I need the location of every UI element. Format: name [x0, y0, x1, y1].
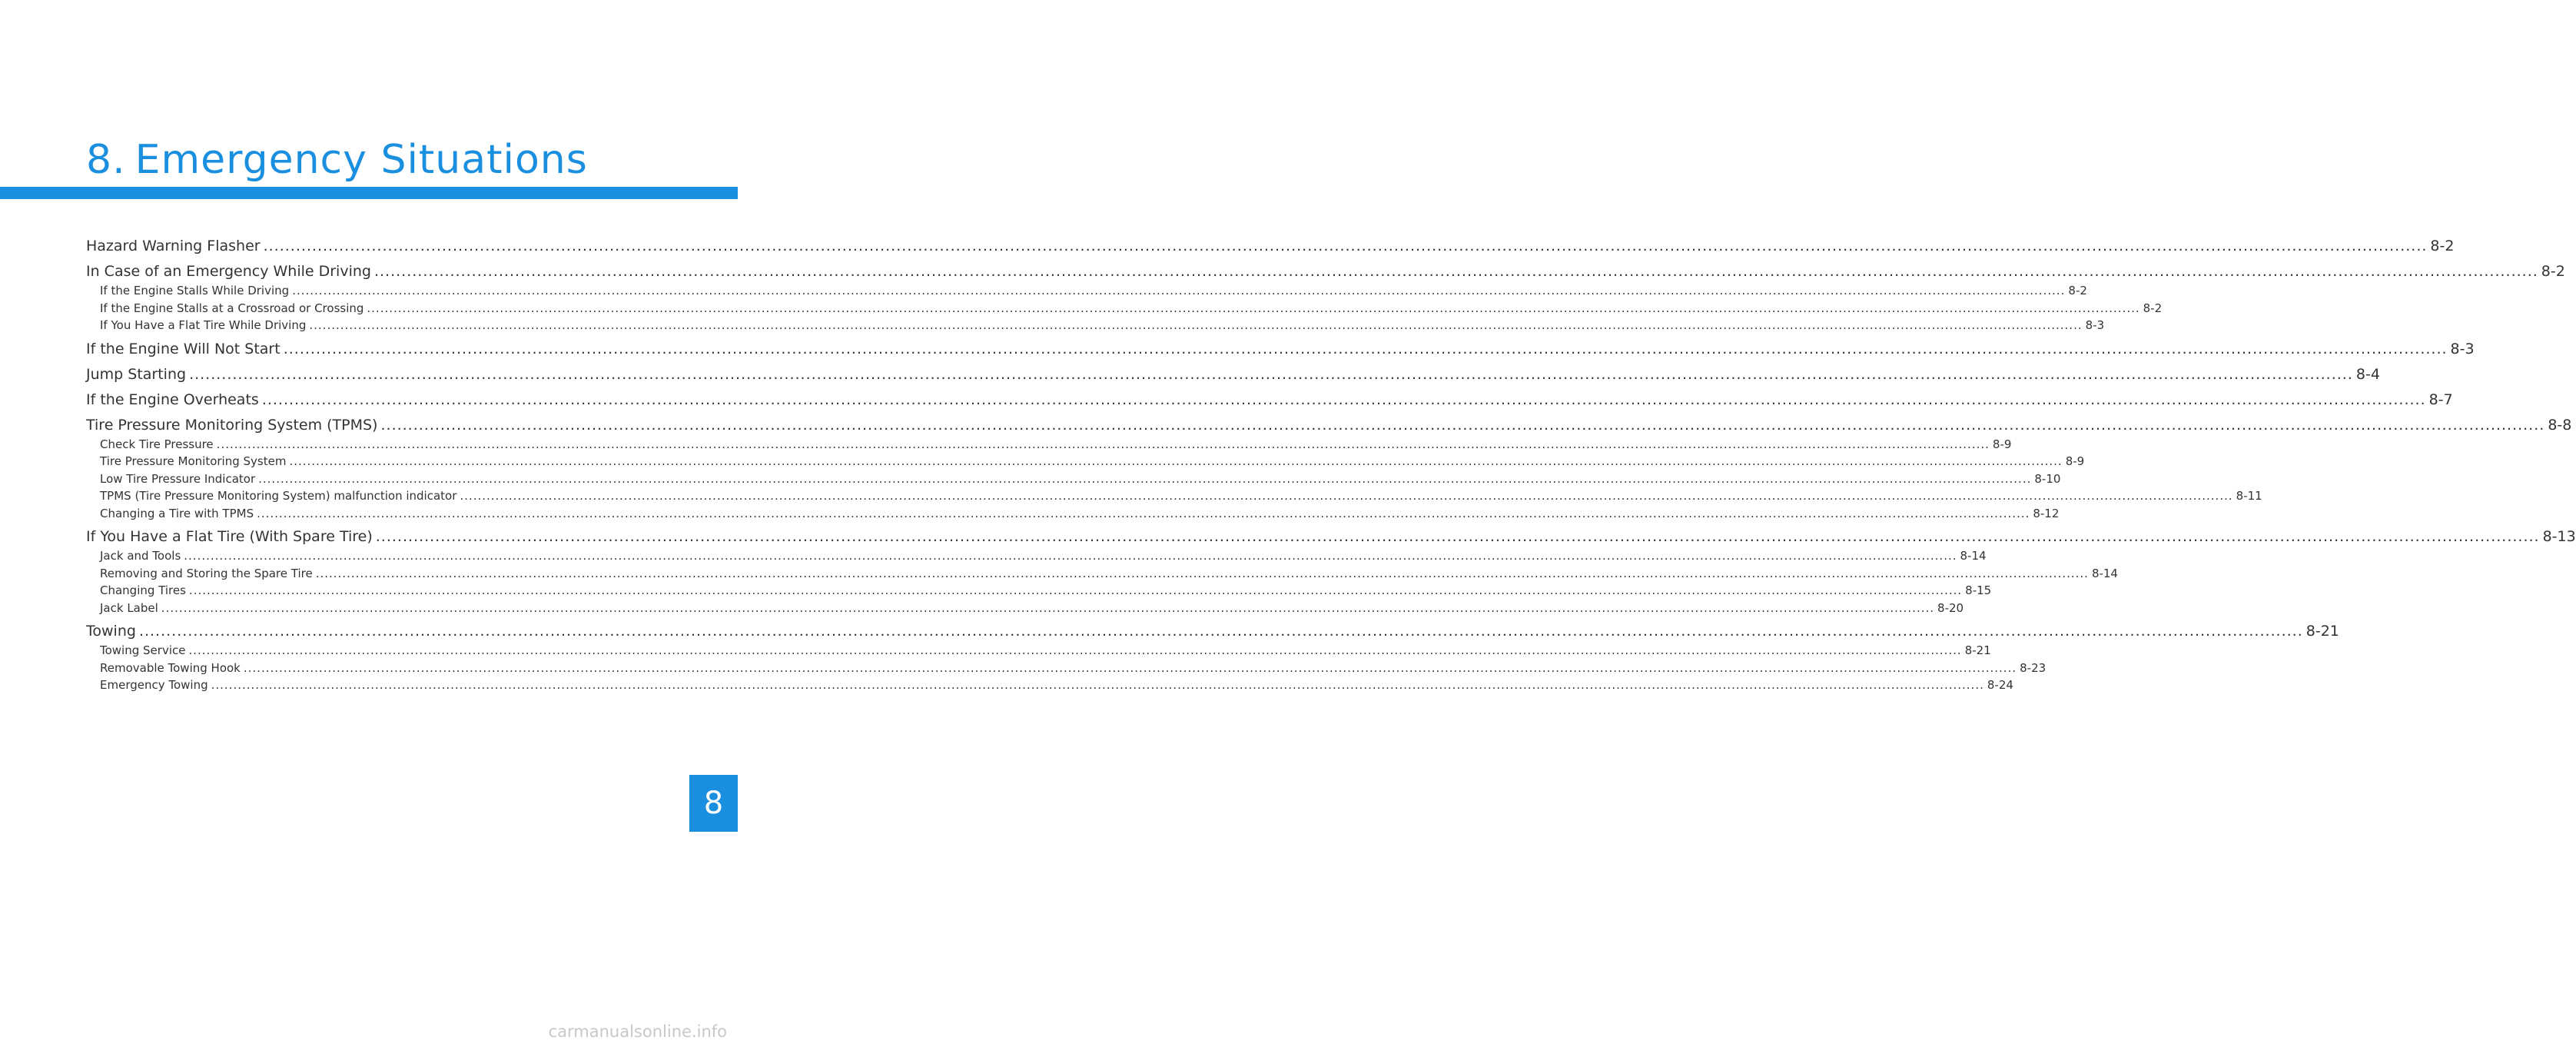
toc-leader-dots: ................................................................................................................................................................................................................................................................................................................................................................................................................: [367, 301, 2140, 315]
toc-entry[interactable]: [86, 414, 2572, 436]
toc-page-number: 8-10: [2034, 471, 2061, 486]
toc-entry-label: Check Tire Pressure: [100, 437, 214, 451]
toc-page-number: 8-14: [2091, 566, 2118, 580]
toc-entry-label: TPMS (Tire Pressure Monitoring System) malfunction indicator: [100, 489, 457, 503]
toc-leader-dots: ................................................................................................................................................................................................................................................................................................................................................................................................................: [309, 318, 2083, 332]
toc-page-number: 8-2: [2143, 301, 2163, 315]
title-rule: [0, 187, 738, 199]
toc-page-number: 8-12: [2033, 506, 2060, 520]
toc-entry-label: If the Engine Will Not Start: [86, 340, 281, 357]
toc-leader-dots: ................................................................................................................................................................................................................................................................................................................................................................................................................: [188, 583, 1963, 597]
toc-entry-label: Emergency Towing: [100, 678, 208, 692]
toc-subentry[interactable]: [86, 300, 2163, 317]
toc-entry[interactable]: [86, 235, 2455, 257]
toc-subentry[interactable]: [86, 470, 2061, 488]
toc-subentry[interactable]: [86, 282, 2087, 300]
toc-subentry[interactable]: [86, 600, 1964, 617]
toc-entry[interactable]: [86, 389, 2453, 410]
toc-leader-dots: ................................................................................................................................................................................................................................................................................................................................................................................................................: [460, 489, 2233, 503]
toc-leader-dots: ................................................................................................................................................................................................................................................................................................................................................................................................................: [258, 471, 2032, 486]
toc-entry-label: If You Have a Flat Tire (With Spare Tire): [86, 528, 373, 545]
toc-entry-label: Jump Starting: [86, 365, 187, 383]
toc-entry-label: Jack Label: [100, 600, 158, 615]
toc-leader-dots: ................................................................................................................................................................................................................................................................................................................................................................................................................: [211, 678, 1984, 692]
toc-subentry[interactable]: [86, 317, 2105, 334]
toc-leader-dots: ................................................................................................................................................................................................................................................................................................................................................................................................................: [138, 623, 2303, 640]
toc-entry-label: Tire Pressure Monitoring System: [100, 454, 287, 468]
toc-entry-label: Removing and Storing the Spare Tire: [100, 566, 313, 580]
toc-entry-label: Towing Service: [100, 643, 186, 657]
toc-leader-dots: ................................................................................................................................................................................................................................................................................................................................................................................................................: [289, 454, 2063, 468]
toc-subentry[interactable]: [86, 582, 1992, 600]
toc-subentry[interactable]: [86, 676, 2013, 694]
toc-leader-dots: ................................................................................................................................................................................................................................................................................................................................................................................................................: [188, 643, 1962, 657]
toc-entry-label: Changing a Tire with TPMS: [100, 506, 254, 520]
table-of-contents: [86, 235, 2576, 694]
toc-entry-label: If the Engine Stalls While Driving: [100, 284, 290, 297]
toc-page-number: 8-4: [2355, 365, 2380, 383]
toc-page-number: 8-8: [2548, 416, 2572, 434]
toc-entry[interactable]: [86, 338, 2475, 360]
toc-page-number: 8-23: [2020, 660, 2047, 675]
toc-leader-dots: ................................................................................................................................................................................................................................................................................................................................................................................................................: [243, 660, 2017, 675]
toc-page-number: 8-14: [1960, 549, 1987, 563]
toc-page-number: 8-13: [2542, 528, 2576, 545]
toc-leader-dots: ................................................................................................................................................................................................................................................................................................................................................................................................................: [161, 600, 1935, 615]
toc-entry-label: If the Engine Stalls at a Crossroad or Crossing: [100, 301, 364, 315]
toc-entry[interactable]: [86, 261, 2565, 282]
toc-page-number: 8-21: [1964, 643, 1991, 657]
toc-entry[interactable]: [86, 526, 2576, 547]
toc-page-number: 8-9: [1992, 437, 2012, 451]
toc-page-number: 8-21: [2305, 623, 2339, 640]
toc-subentry[interactable]: [86, 487, 2262, 505]
toc-entry-label: Towing: [86, 623, 136, 640]
toc-page-number: 8-15: [1965, 583, 1992, 597]
toc-subentry[interactable]: [86, 642, 1991, 660]
toc-entry-label: Tire Pressure Monitoring System (TPMS): [86, 416, 378, 434]
toc-entry-label: Changing Tires: [100, 583, 186, 597]
toc-subentry[interactable]: [86, 505, 2060, 523]
toc-page-number: 8-2: [2541, 263, 2565, 280]
toc-entry-label: In Case of an Emergency While Driving: [86, 263, 371, 280]
toc-page-number: 8-3: [2450, 340, 2475, 357]
toc-entry-label: Low Tire Pressure Indicator: [100, 471, 256, 486]
chapter-title: [86, 135, 588, 184]
toc-leader-dots: ................................................................................................................................................................................................................................................................................................................................................................................................................: [257, 506, 2030, 520]
toc-page-number: 8-2: [2430, 238, 2455, 254]
chapter-number: 8.: [86, 137, 126, 183]
toc-page-number: 8-3: [2085, 318, 2105, 332]
toc-leader-dots: ................................................................................................................................................................................................................................................................................................................................................................................................................: [373, 263, 2538, 280]
chapter-tab[interactable]: 8: [689, 775, 738, 832]
toc-entry-label: If the Engine Overheats: [86, 391, 259, 408]
toc-leader-dots: ................................................................................................................................................................................................................................................................................................................................................................................................................: [375, 528, 2540, 545]
toc-page-number: 8-9: [2065, 454, 2085, 468]
toc-page-number: 8-20: [1937, 600, 1964, 615]
toc-entry-label: If You Have a Flat Tire While Driving: [100, 318, 307, 332]
toc-subentry[interactable]: [86, 565, 2118, 583]
toc-leader-dots: ................................................................................................................................................................................................................................................................................................................................................................................................................: [261, 391, 2426, 408]
toc-entry[interactable]: [86, 364, 2380, 385]
toc-leader-dots: ................................................................................................................................................................................................................................................................................................................................................................................................................: [184, 549, 1957, 563]
toc-leader-dots: ................................................................................................................................................................................................................................................................................................................................................................................................................: [315, 566, 2089, 580]
toc-page-number: 8-24: [1987, 678, 2013, 692]
toc-entry-label: Jack and Tools: [100, 549, 181, 563]
toc-page-number: 8-11: [2236, 489, 2262, 503]
toc-page-number: 8-7: [2428, 391, 2453, 408]
toc-leader-dots: ................................................................................................................................................................................................................................................................................................................................................................................................................: [283, 340, 2448, 357]
toc-entry-label: Removable Towing Hook: [100, 660, 241, 675]
toc-subentry[interactable]: [86, 660, 2047, 677]
chapter-name: Emergency Situations: [134, 137, 588, 183]
watermark: carmanualsonline.info: [548, 1022, 727, 1041]
toc-leader-dots: ................................................................................................................................................................................................................................................................................................................................................................................................................: [189, 365, 2353, 383]
toc-leader-dots: ................................................................................................................................................................................................................................................................................................................................................................................................................: [216, 437, 1990, 451]
toc-leader-dots: ................................................................................................................................................................................................................................................................................................................................................................................................................: [380, 416, 2545, 434]
toc-leader-dots: ................................................................................................................................................................................................................................................................................................................................................................................................................: [263, 238, 2428, 254]
toc-page-number: 8-2: [2068, 284, 2087, 297]
toc-subentry[interactable]: [86, 547, 1987, 565]
toc-subentry[interactable]: [86, 436, 2012, 454]
toc-leader-dots: ................................................................................................................................................................................................................................................................................................................................................................................................................: [292, 284, 2066, 297]
toc-entry[interactable]: [86, 620, 2339, 642]
toc-entry-label: Hazard Warning Flasher: [86, 238, 261, 254]
toc-subentry[interactable]: [86, 453, 2085, 470]
